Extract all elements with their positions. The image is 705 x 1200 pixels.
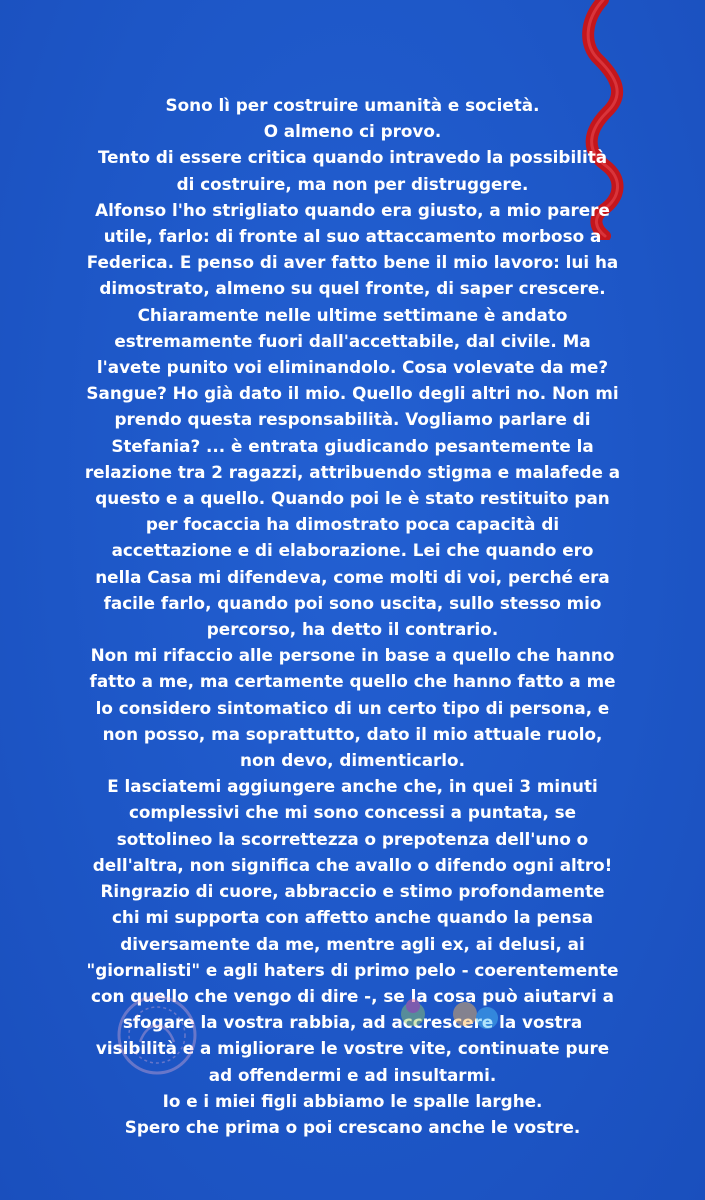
message-line: accettazione e di elaborazione. Lei che quando ero (111, 540, 594, 561)
message-line: Spero che prima o poi crescano anche le vostre. (124, 1116, 581, 1137)
message-line: Non mi rifaccio alle persone in base a quello che hanno (90, 645, 615, 666)
message-line: sfogare la vostra rabbia, ad accrescere la vostra (122, 1012, 583, 1033)
message-line: questo e a quello. Quando poi le è stato restituito pan (95, 488, 610, 509)
message-line: l'avete punito voi eliminandolo. Cosa volevate da me? (96, 357, 609, 378)
message-line: dell'altra, non significa che avallo o difendo ogni altro! (92, 854, 613, 875)
message-line: Alfonso l'ho strigliato quando era giusto, a mio parere (95, 199, 610, 220)
message-line: Sono lì per costruire umanità e società. (165, 95, 540, 115)
message-line: Federica. E penso di aver fatto bene il mio lavoro: lui ha (86, 252, 619, 273)
message-line: "giornalisti" e agli haters di primo pelo - coerentemente (86, 959, 619, 980)
message-line: lo considero sintomatico di un certo tipo di persona, e (95, 697, 610, 718)
message-line: Sangue? Ho già dato il mio. Quello degli altri no. Non mi (86, 383, 619, 404)
message-line: non posso, ma soprattutto, dato il mio attuale ruolo, (102, 723, 603, 744)
message-line: Tento di essere critica quando intravedo la possibilità (97, 147, 608, 168)
message-line: non devo, dimenticarlo. (240, 750, 465, 771)
message-line: visibilità e a migliorare le vostre vite, continuate pure (95, 1038, 610, 1059)
message-line: nella Casa mi difendeva, come molti di voi, perché era (95, 566, 610, 587)
message-line: Ringrazio di cuore, abbraccio e stimo profondamente (100, 881, 605, 902)
message-line: Stefania? ... è entrata giudicando pesantemente la (111, 435, 594, 456)
message-line: chi mi supporta con affetto anche quando la pensa (111, 907, 594, 928)
message-line: facile farlo, quando poi sono uscita, sullo stesso mio (103, 592, 602, 613)
message-line: Chiaramente nelle ultime settimane è andato (137, 304, 568, 325)
message-line: Io e i miei figli abbiamo le spalle larghe. (162, 1090, 543, 1111)
watermark-stamp-icon (112, 990, 202, 1080)
message-line: fatto a me, ma certamente quello che hanno fatto a me (89, 671, 616, 692)
message-line: prendo questa responsabilità. Vogliamo parlare di (114, 409, 591, 430)
message-line: sottolineo la scorrettezza o prepotenza dell'uno o (116, 828, 589, 849)
message-line: relazione tra 2 ragazzi, attribuendo stigma e malafede a (84, 461, 621, 482)
message-line: con quello che vengo di dire -, se la cosa può aiutarvi a (91, 985, 614, 1006)
message-line: E lasciatemi aggiungere anche che, in quei 3 minuti (107, 776, 598, 797)
message-line: ad offendermi e ad insultarmi. (208, 1064, 497, 1085)
message-line: di costruire, ma non per distruggere. (176, 173, 529, 194)
story-message (52, 92, 653, 1140)
cartoon-stickers-icon (395, 992, 505, 1042)
message-line: diversamente da me, mentre agli ex, ai delusi, ai (120, 933, 585, 954)
message-line: utile, farlo: di fronte al suo attaccamento morboso a (103, 226, 602, 247)
message-line: percorso, ha detto il contrario. (206, 619, 499, 640)
message-line: O almeno ci provo. (263, 121, 442, 142)
message-line: complessivi che mi sono concessi a puntata, se (128, 802, 577, 823)
message-line: estremamente fuori dall'accettabile, dal civile. Ma (114, 330, 591, 351)
message-line: per focaccia ha dimostrato poca capacità di (145, 514, 560, 535)
message-line: dimostrato, almeno su quel fronte, di saper crescere. (99, 278, 606, 299)
